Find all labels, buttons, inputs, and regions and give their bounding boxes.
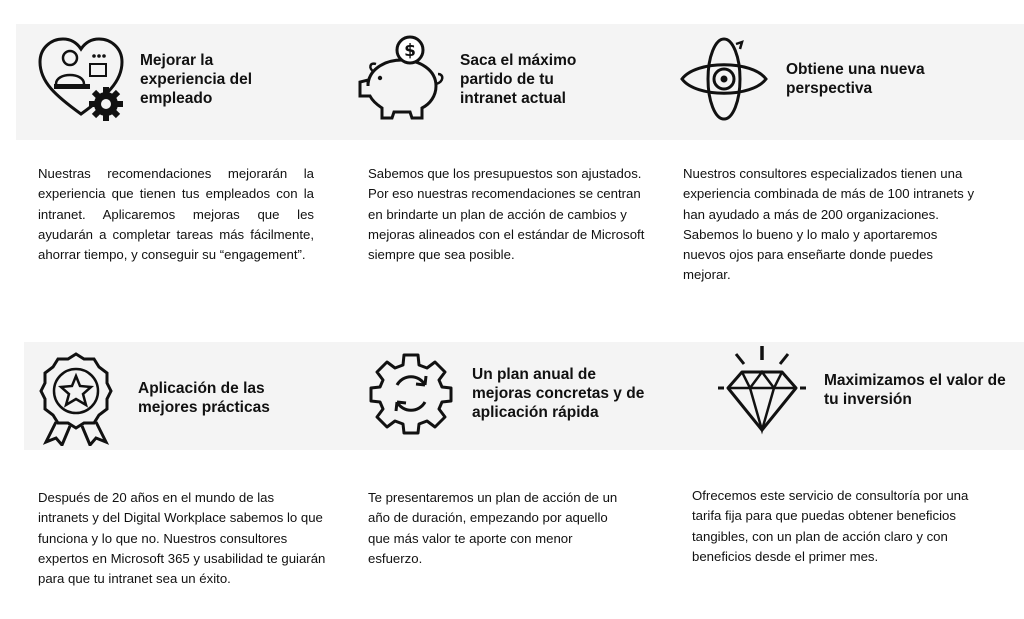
feature-description: Te presentaremos un plan de acción de un año de duración, empezando por aquello que más valor te aporte con menor esfuerzo. <box>368 490 618 566</box>
feature-description: Nuestras recomendaciones mejorarán la experiencia que tienen tus empleados con la intranet. Aplicaremos mejoras que les ayudarán a completar tareas más fácilmente, ahorrar tiempo, y conseguir su “engagement”. <box>38 166 314 263</box>
feature-annual-plan <box>368 350 647 436</box>
feature-title: Aplicación de las mejores prácticas <box>138 380 270 416</box>
piggy-bank-dollar-icon <box>354 34 446 124</box>
feature-intranet-value <box>354 34 610 124</box>
feature-title: Maximizamos el valor de tu inversión <box>824 372 1006 408</box>
feature-employee-experience <box>36 34 290 124</box>
feature-description: Nuestros consultores especializados tienen una experiencia combinada de más de 100 intranets y han ayudado a más de 200 organizaciones. Sabemos lo bueno y lo malo y aportaremos nuevos ojos para enseñarte donde puedes mejorar. <box>683 166 975 283</box>
employee-heart-gear-icon <box>36 34 126 124</box>
gear-refresh-icon <box>368 350 454 436</box>
award-badge-star-icon <box>38 350 114 446</box>
feature-best-practices <box>38 350 298 446</box>
feature-title: Mejorar la experiencia del empleado <box>140 51 253 107</box>
feature-description: Sabemos que los presupuestos son ajustados. Por eso nuestras recomendaciones se centran en brindarte un plan de acción de cambios y mejoras alineados con el estándar de Microsoft siempre que sea posible. <box>368 166 645 263</box>
feature-new-perspective <box>676 34 951 124</box>
eye-rotate-perspective-icon <box>676 34 772 124</box>
feature-description: Ofrecemos este servicio de consultoría por una tarifa fija para que puedas obtener beneficios tangibles, con un plan de acción claro y con beneficios desde el primer mes. <box>692 488 969 564</box>
feature-maximize-value <box>714 344 1014 436</box>
feature-title: Saca el máximo partido de tu intranet actual <box>460 51 577 107</box>
diamond-icon <box>714 344 810 436</box>
feature-title: Obtiene una nueva perspectiva <box>786 61 925 97</box>
feature-title: Un plan anual de mejoras concretas y de aplicación rápida <box>472 365 645 421</box>
feature-description: Después de 20 años en el mundo de las intranets y del Digital Workplace sabemos lo que funciona y lo que no. Nuestros consultores expertos en Microsoft 365 y usabilidad te guiarán para que tu intranet sea un éxito. <box>38 490 326 587</box>
svg-text:$: $ <box>404 41 416 61</box>
